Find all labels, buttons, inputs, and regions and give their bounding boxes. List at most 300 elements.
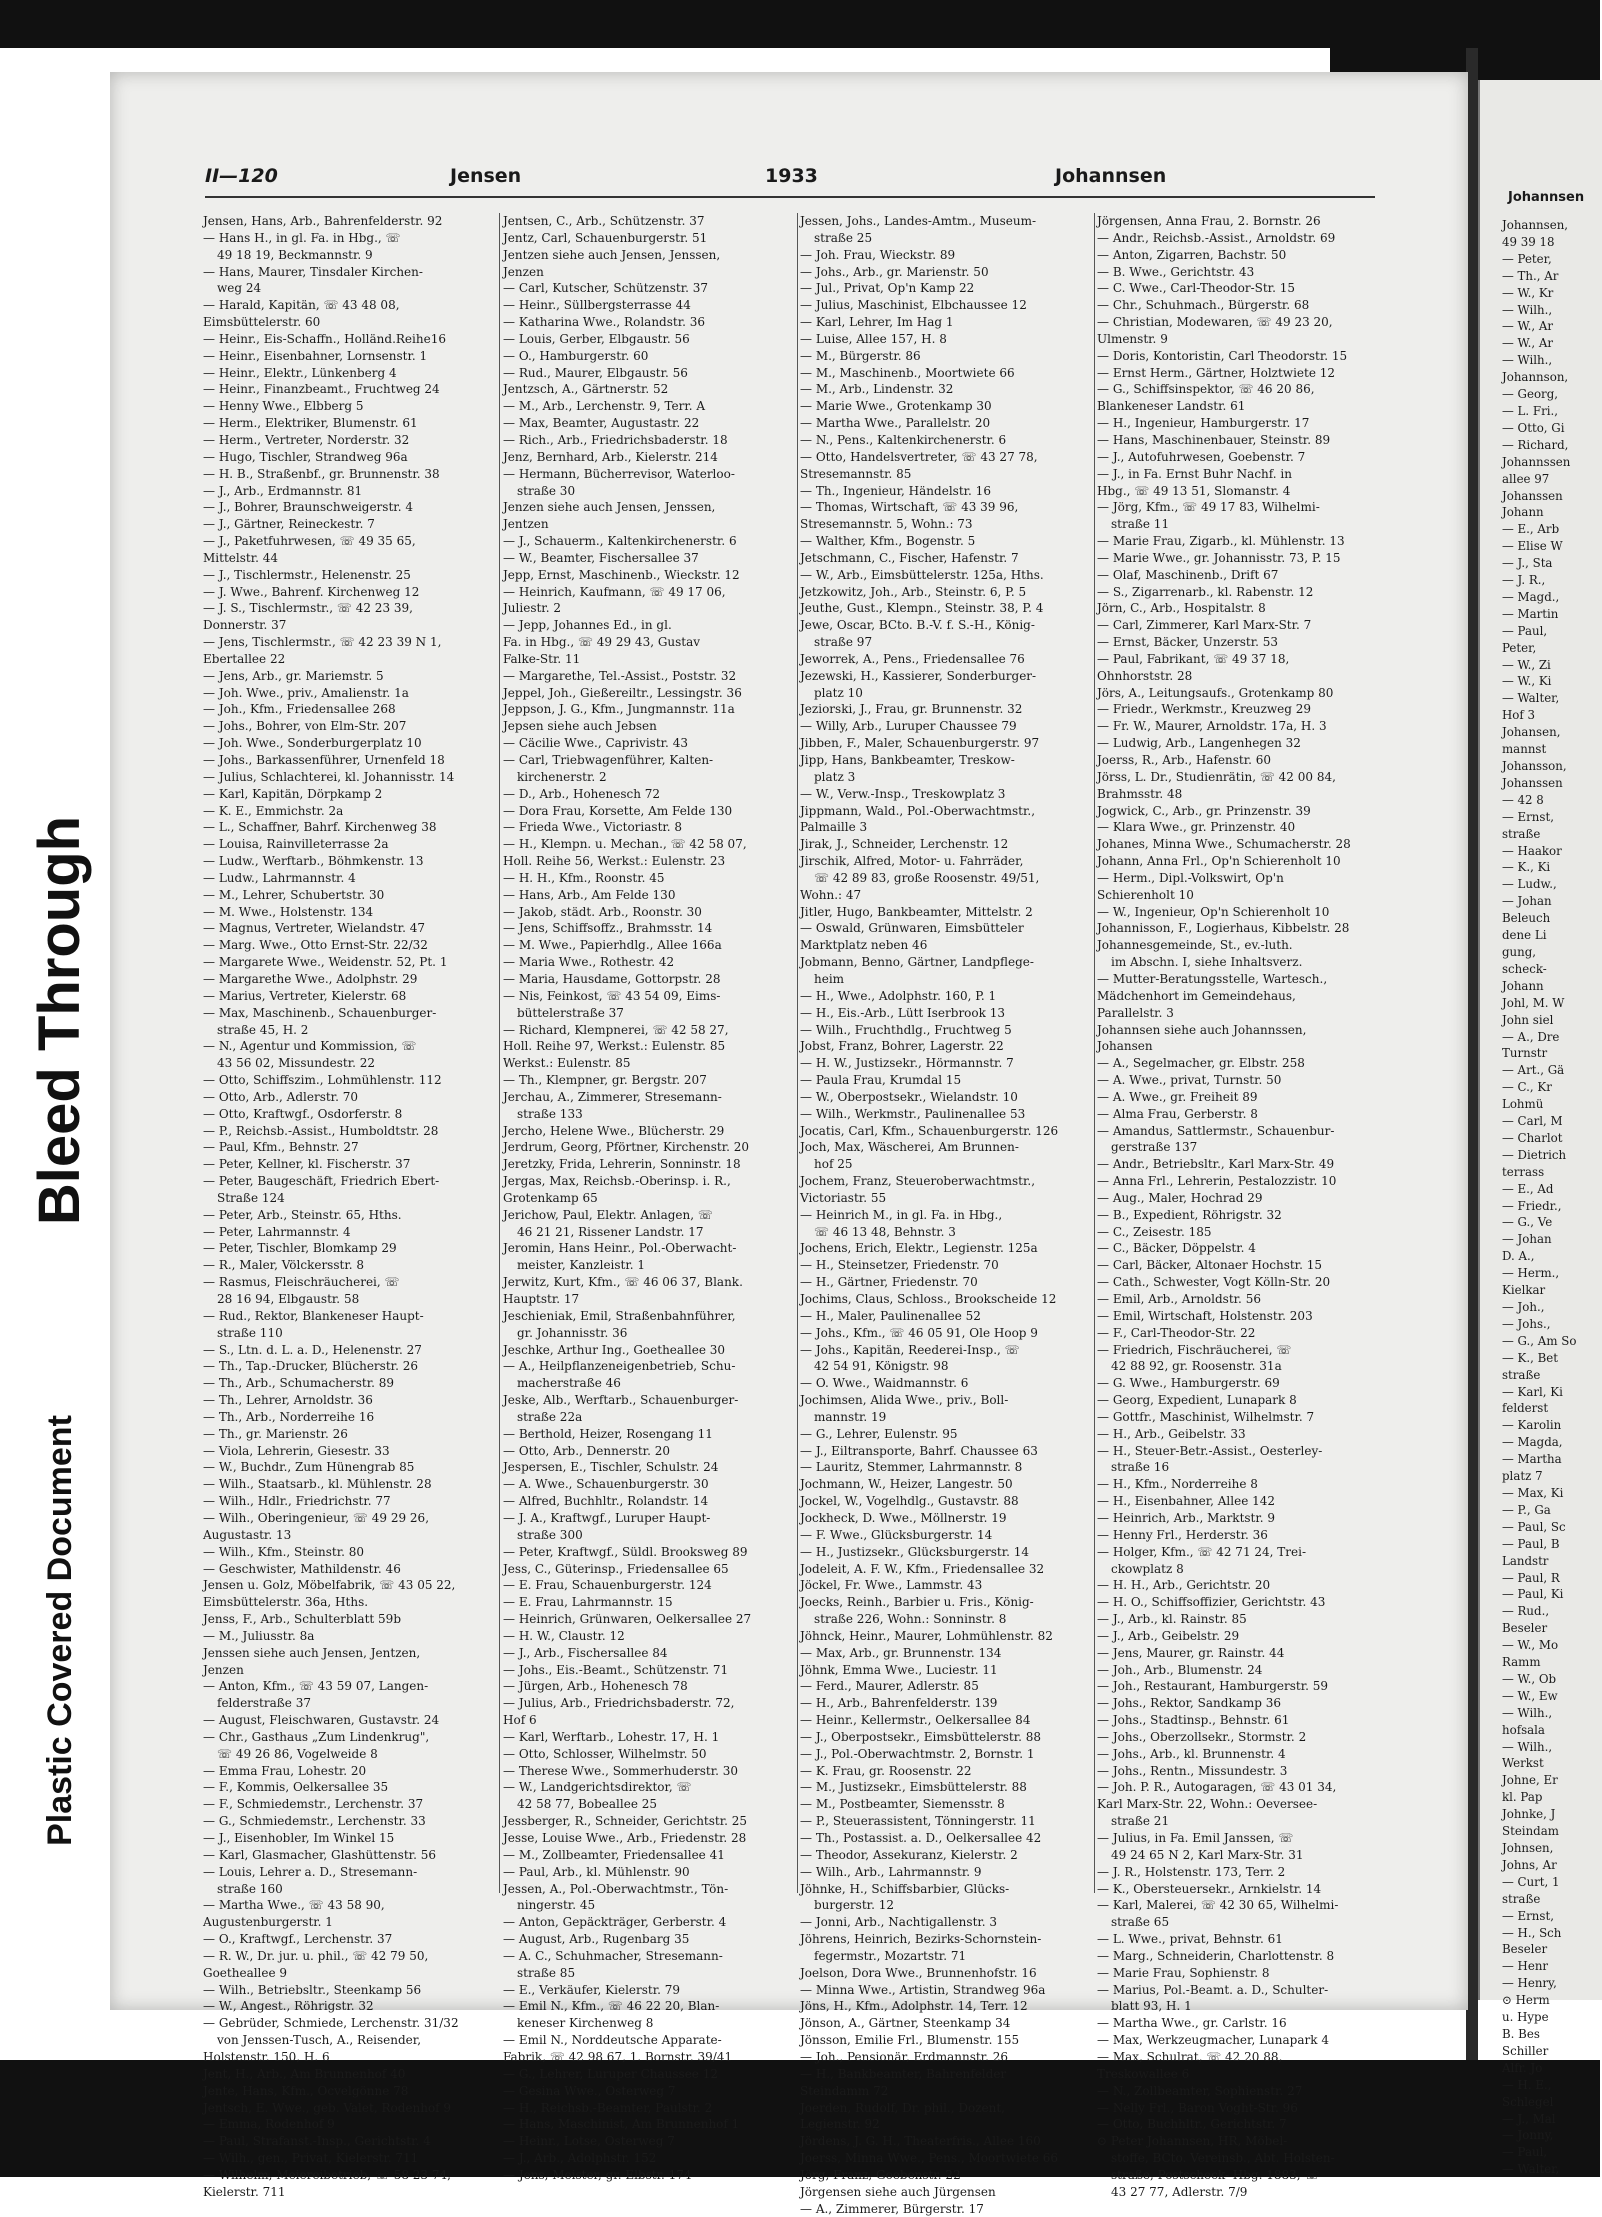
directory-entry: — Joh. Frau, Wieckstr. 89 <box>800 247 956 262</box>
directory-entry: — J., in Fa. Ernst Buhr Nachf. in <box>1097 466 1292 481</box>
adjacent-page-line: — 42 8 <box>1502 792 1544 807</box>
directory-entry: — Peter, Baugeschäft, Friedrich Ebert- <box>203 1174 440 1189</box>
directory-entry: — Johs., Barkassenführer, Urnenfeld 18 <box>203 753 445 767</box>
adjacent-page-line: — Karl, Ki <box>1502 1384 1563 1399</box>
directory-entry: — Nis, Feinkost, ☏ 43 54 09, Eims- <box>503 988 721 1003</box>
adjacent-page-line: — Wilh., <box>1502 1705 1553 1720</box>
directory-entry: Jespersen, E., Tischler, Schulstr. 24 <box>503 1460 719 1475</box>
adjacent-page-line: platz 7 <box>1502 1469 1543 1484</box>
directory-entry: — M., Maschinenb., Moortwiete 66 <box>800 365 1015 380</box>
directory-entry: Johannsen siehe auch Johannssen, <box>1097 1022 1307 1037</box>
directory-entry: — Marius, Vertreter, Kielerstr. 68 <box>203 988 407 1003</box>
directory-entry: — W., Arb., Eimsbüttelerstr. 125a, Hths. <box>800 567 1044 582</box>
directory-entry: — Paul, Arb., kl. Mühlenstr. 90 <box>503 1864 690 1879</box>
directory-entry: blatt 93, H. 1 <box>1111 1999 1192 2014</box>
directory-entry: — Harald, Kapitän, ☏ 43 48 08, <box>203 298 400 313</box>
directory-entry: felderstraße 37 <box>217 1696 311 1711</box>
adjacent-page-line: Johann <box>1502 978 1544 993</box>
adjacent-page-line: Lohmü <box>1502 1097 1544 1112</box>
adjacent-page-line: — J. R., <box>1502 573 1546 588</box>
directory-entry: — Hans, Maurer, Tinsdaler Kirchen- <box>203 264 423 279</box>
directory-entry: von Jenssen-Tusch, A., Reisender, <box>217 2033 422 2048</box>
directory-entry: Jeziorski, J., Frau, gr. Brunnenstr. 32 <box>800 702 1023 717</box>
directory-entry: — Wilh., Hdlr., Friedrichstr. 77 <box>203 1494 391 1509</box>
adjacent-page-line: gung, <box>1502 944 1537 959</box>
directory-entry: Goetheallee 9 <box>203 1965 288 1980</box>
directory-entry: straße 97 <box>814 635 873 650</box>
directory-entry: Jöhrens, Heinrich, Bezirks-Schornstein- <box>800 1932 1042 1947</box>
directory-entry: — Karl, Werftarb., Lohestr. 17, H. 1 <box>503 1729 720 1744</box>
adjacent-page-line: straße <box>1502 1367 1541 1382</box>
directory-entry: — Carl, Bäcker, Altonaer Hochstr. 15 <box>1097 1258 1322 1273</box>
adjacent-page-line: Johanssen <box>1502 775 1563 790</box>
directory-entry: — Karl, Glasmacher, Glashüttenstr. 56 <box>203 1847 436 1862</box>
adjacent-page-line: — W., Ob <box>1502 1671 1557 1686</box>
bleed-through-text: Bleed Through <box>27 815 93 1225</box>
directory-entry: straße 11 <box>1111 517 1170 532</box>
directory-entry: — P., Steuerassistent, Tönningerstr. 11 <box>800 1814 1036 1829</box>
adjacent-page-line: D. A., <box>1502 1249 1535 1264</box>
directory-entry: Holstenstr. 150, H. 6 <box>203 2049 330 2064</box>
directory-entry: straße 226, Wohn.: Sonninstr. 8 <box>814 1612 1007 1627</box>
directory-entry: Jörg, Franz, Goebenstr. 22 <box>800 2167 961 2182</box>
adjacent-page-line: Johansen, <box>1502 725 1561 740</box>
directory-entry: Jörss, L. Dr., Studienrätin, ☏ 42 00 84, <box>1097 769 1336 784</box>
directory-entry: — Jens, Meister, gr. Elbstr. 174 <box>503 2167 692 2182</box>
directory-entry: Jensen, Hans, Arb., Bahrenfelderstr. 92 <box>203 214 443 228</box>
directory-entry: — G., Schmiedemstr., Lerchenstr. 33 <box>203 1814 426 1829</box>
directory-entry: — Th., Klempner, gr. Bergstr. 207 <box>503 1073 707 1088</box>
directory-entry: fegermstr., Mozartstr. 71 <box>814 1948 967 1963</box>
directory-entry: — H., Ingenieur, Hamburgerstr. 17 <box>1097 416 1310 431</box>
directory-entry: Jeschke, Arthur Ing., Goetheallee 30 <box>503 1342 726 1357</box>
directory-entry: — Fr. W., Maurer, Arnoldstr. 17a, H. 3 <box>1097 719 1327 734</box>
directory-entry: — M. Wwe., Holstenstr. 134 <box>203 904 374 919</box>
directory-entry: ⊙ Peter Johannsen, HR, Möbel- <box>1097 2134 1288 2149</box>
directory-entry: Jöhnk, Emma Wwe., Luciestr. 11 <box>800 1662 998 1677</box>
directory-entry: Jitler, Hugo, Bankbeamter, Mittelstr. 2 <box>800 904 1033 919</box>
header-first-entry: Jensen <box>450 165 522 187</box>
directory-entry: — Wilh., Kfm., Steinstr. 80 <box>203 1544 365 1559</box>
directory-entry: — Anna Frl., Lehrerin, Pestalozzistr. 10 <box>1097 1174 1337 1189</box>
directory-entry: — Jakob, städt. Arb., Roonstr. 30 <box>503 904 702 919</box>
directory-entry: — Viola, Lehrerin, Giesestr. 33 <box>203 1443 390 1458</box>
directory-entry: Joerss, Minna Wwe., Pens., Moortwiete 66 <box>800 2151 1058 2166</box>
directory-entry: Jentz, Carl, Schauenburgerstr. 51 <box>503 230 708 245</box>
adjacent-page-line: — G., Am So <box>1502 1333 1577 1348</box>
adjacent-page-line: Johl, M. W <box>1502 995 1565 1010</box>
directory-entry: — K. Frau, gr. Roosenstr. 22 <box>800 1763 972 1778</box>
directory-entry: — Wilh., gen., Privat, Kielerstr. 711 <box>203 2151 419 2166</box>
directory-entry: — Wilh., Werkmstr., Paulinenallee 53 <box>800 1106 1026 1121</box>
directory-entry: — Mutter-Beratungsstelle, Wartesch., <box>1097 971 1328 986</box>
adjacent-page-line: — Curt, 1 <box>1502 1874 1560 1889</box>
directory-entry: — Alfred, Buchhltr., Rolandstr. 14 <box>503 1494 709 1509</box>
directory-entry: Jerwitz, Kurt, Kfm., ☏ 46 06 37, Blank. <box>503 1275 743 1290</box>
directory-entry: Joerden, Rudolf, Dr. phil., Dozent, <box>800 2100 1005 2115</box>
directory-entry: Augustastr. 13 <box>203 1527 292 1542</box>
adjacent-page-line: — K., Ki <box>1502 860 1551 875</box>
adjacent-page-line: Beseler <box>1502 1942 1548 1957</box>
directory-entry: — H. H., Kfm., Roonstr. 45 <box>503 870 665 885</box>
directory-entry: — Jens, Schiffsoffz., Brahmsstr. 14 <box>503 921 713 936</box>
directory-entry: — Heinr., Kellermstr., Oelkersallee 84 <box>800 1713 1031 1728</box>
directory-entry: Johannesgemeinde, St., ev.-luth. <box>1097 938 1293 953</box>
directory-entry: Jobst, Franz, Bohrer, Lagerstr. 22 <box>800 1039 1004 1054</box>
directory-entry: Parallelstr. 3 <box>1097 1005 1174 1020</box>
directory-entry: — E. Frau, Schauenburgerstr. 124 <box>503 1578 712 1593</box>
directory-entry: Jerchau, A., Zimmerer, Stresemann- <box>503 1089 722 1104</box>
adjacent-page-line: — Martha <box>1502 1452 1562 1467</box>
directory-entry: Jochem, Franz, Steueroberwachtmstr., <box>800 1174 1036 1189</box>
adjacent-page-line: — Elise W <box>1502 539 1563 554</box>
directory-entry: — Johs., Rentn., Missundestr. 3 <box>1097 1763 1288 1778</box>
directory-entry: — August, Fleischwaren, Gustavstr. 24 <box>203 1713 440 1728</box>
directory-entry: — Jörg, Kfm., ☏ 49 17 83, Wilhelmi- <box>1097 500 1320 515</box>
adjacent-page-line: allee 97 <box>1502 471 1550 486</box>
directory-entry: — Wilh., Staatsarb., kl. Mühlenstr. 28 <box>203 1477 432 1492</box>
adjacent-page-line: Johne, Er <box>1502 1773 1558 1788</box>
adjacent-page-heading: Johannsen <box>1508 190 1585 205</box>
directory-entry: Jerdrum, Georg, Pförtner, Kirchenstr. 20 <box>503 1140 750 1155</box>
directory-entry: Jörn, C., Arb., Hospitalstr. 8 <box>1097 601 1266 616</box>
directory-entry: Holl. Reihe 97, Werkst.: Eulenstr. 85 <box>503 1039 726 1054</box>
directory-entry: Jochmann, W., Heizer, Langestr. 50 <box>800 1477 1013 1492</box>
directory-entry: — F. Wwe., Glücksburgerstr. 14 <box>800 1527 993 1542</box>
directory-entry: — Amandus, Sattlermstr., Schauenbur- <box>1097 1123 1335 1138</box>
adjacent-page-line: mannst <box>1502 742 1547 757</box>
directory-entry: — Rasmus, Fleischräucherei, ☏ <box>203 1275 400 1290</box>
directory-entry: — N., Zollbeamter, Sophienstr. 27 <box>1097 2083 1303 2098</box>
directory-entry: Jeppel, Joh., Gießereiltr., Lessingstr. 36 <box>503 685 742 700</box>
directory-entry: — H. H., Arb., Gerichtstr. 20 <box>1097 1578 1271 1593</box>
adjacent-page-line: — E., Ad <box>1502 1181 1554 1196</box>
directory-entry: Treskowallee 6 <box>1097 2066 1190 2081</box>
adjacent-page-line: — J., Mal <box>1502 2111 1556 2126</box>
directory-entry: — Joh., Pensionär, Erdmannstr. 26 <box>800 2049 1009 2064</box>
adjacent-page-line: John siel <box>1502 1012 1554 1027</box>
directory-entry: Johanes, Minna Wwe., Schumacherstr. 28 <box>1097 837 1351 852</box>
directory-entry: — A. Wwe., Schauenburgerstr. 30 <box>503 1477 709 1492</box>
directory-entry: — H. B., Straßenbf., gr. Brunnenstr. 38 <box>203 466 440 481</box>
directory-entry: — A., Zimmerer, Bürgerstr. 17 <box>800 2201 984 2216</box>
adjacent-page-line: — Karolin <box>1502 1418 1562 1433</box>
adjacent-page-line: Johann <box>1502 505 1544 520</box>
directory-entry: — Georg, Expedient, Lunapark 8 <box>1097 1393 1297 1408</box>
directory-entry: — Luise, Allee 157, H. 8 <box>800 331 947 346</box>
directory-entry: Joch, Max, Wäscherei, Am Brunnen- <box>800 1140 1019 1155</box>
directory-entry: Jobmann, Benno, Gärtner, Landpflege- <box>800 955 1034 970</box>
adjacent-page-line: — W., Ew <box>1502 1688 1558 1703</box>
directory-entry: — Marie Frau, Zigarb., kl. Mühlenstr. 13 <box>1097 534 1345 549</box>
directory-entry: — Chr., Schuhmach., Bürgerstr. 68 <box>1097 298 1310 313</box>
directory-entry: — R., Maler, Völckersstr. 8 <box>203 1258 364 1273</box>
directory-entry: — Emil N., Norddeutsche Apparate- <box>503 2033 722 2048</box>
directory-entry: — Alma Frau, Gerberstr. 8 <box>1097 1106 1258 1121</box>
adjacent-page-line: Turnstr <box>1502 1046 1548 1061</box>
directory-entry: — R. W., Dr. jur. u. phil., ☏ 42 79 50, <box>203 1948 429 1963</box>
directory-entry: — Gebrüder, Schmiede, Lerchenstr. 31/32 <box>203 2016 459 2031</box>
directory-entry: — Emma, Rodenhof 9 <box>203 2117 335 2132</box>
directory-entry: 46 21 21, Rissener Landstr. 17 <box>517 1224 704 1239</box>
directory-entry: Stresemannstr. 5, Wohn.: 73 <box>800 517 973 532</box>
directory-entry: — Minna Wwe., Artistin, Strandweg 96a <box>800 1982 1046 1997</box>
directory-entry: Jenz, Bernhard, Arb., Kielerstr. 214 <box>503 449 718 464</box>
directory-entry: — Hans H., in gl. Fa. in Hbg., ☏ <box>203 230 401 245</box>
directory-entry: — Henny Frl., Herderstr. 36 <box>1097 1527 1268 1542</box>
directory-entry: — W., Landgerichtsdirektor, ☏ <box>503 1780 692 1795</box>
directory-entry: — F., Carl-Theodor-Str. 22 <box>1097 1325 1256 1340</box>
directory-entry: — Julius, in Fa. Emil Janssen, ☏ <box>1097 1831 1294 1845</box>
directory-entry: — Frieda Wwe., Victoriastr. 8 <box>503 820 683 835</box>
directory-entry: — Johs., Arb., kl. Brunnenstr. 4 <box>1097 1746 1286 1761</box>
directory-entry: — H., Steinsetzer, Friedenstr. 70 <box>800 1258 999 1273</box>
directory-entry: — Peter, Lahrmannstr. 4 <box>203 1224 351 1239</box>
directory-entry: — Andr., Betriebsltr., Karl Marx-Str. 49 <box>1097 1157 1335 1172</box>
directory-entry: Hauptstr. 17 <box>503 1292 580 1306</box>
directory-entry: Jockel, W., Vogelhdlg., Gustavstr. 88 <box>800 1494 1019 1509</box>
adjacent-page-line: — Charlot <box>1502 1130 1563 1145</box>
directory-entry: — Johs., Stadtinsp., Behnstr. 61 <box>1097 1713 1290 1728</box>
adjacent-page-line: Hof 3 <box>1502 708 1536 723</box>
directory-entry: — Marg. Wwe., Otto Ernst-Str. 22/32 <box>203 938 428 953</box>
adjacent-page-line: — Georg, <box>1502 387 1558 402</box>
directory-entry: — Marg., Schneiderin, Charlottenstr. 8 <box>1097 1948 1335 1963</box>
directory-entry: hof 25 <box>814 1157 853 1172</box>
directory-entry: — Therese Wwe., Sommerhuderstr. 30 <box>503 1763 739 1778</box>
directory-entry: — Chr., Gasthaus „Zum Lindenkrug", <box>203 1729 430 1744</box>
directory-entry: Eimsbüttelerstr. 36a, Hths. <box>203 1595 369 1610</box>
directory-entry: straße 300 <box>517 1527 583 1542</box>
adjacent-page-line: u. Hype <box>1502 2010 1549 2025</box>
directory-entry: — J., Arb., kl. Rainstr. 85 <box>1097 1612 1247 1627</box>
directory-entry: — Margarethe Wwe., Adolphstr. 29 <box>203 971 418 986</box>
adjacent-page-line: Peter, <box>1502 640 1537 655</box>
directory-entry: Jöckel, Fr. Wwe., Lammstr. 43 <box>800 1578 983 1593</box>
directory-entry: — Th., Arb., Norderreihe 16 <box>203 1409 375 1424</box>
directory-entry: — Herm., Vertreter, Norderstr. 32 <box>203 432 410 447</box>
page-header <box>205 165 1380 195</box>
adjacent-page-line: — Henr <box>1502 1959 1549 1974</box>
directory-entry: — H., Kfm., Norderreihe 8 <box>1097 1477 1258 1492</box>
directory-entry: — Anton, Kfm., ☏ 43 59 07, Langen- <box>203 1679 429 1694</box>
directory-entry: — Heinrich, Grünwaren, Oelkersallee 27 <box>503 1612 752 1627</box>
adjacent-page-line: dene Li <box>1502 928 1547 943</box>
directory-entry: — G., Lehrer, Luruper Chaussee 12 <box>503 2066 718 2081</box>
directory-entry: — Th., Postassist. a. D., Oelkersallee 42 <box>800 1831 1042 1845</box>
directory-entry: — M., Bürgerstr. 86 <box>800 348 921 363</box>
directory-entry: burgerstr. 12 <box>814 1898 894 1913</box>
directory-entry: — M., Zollbeamter, Friedensallee 41 <box>503 1847 725 1862</box>
directory-entry: Jensen u. Golz, Möbelfabrik, ☏ 43 05 22, <box>203 1578 456 1593</box>
directory-entry: — Maria Wwe., Rothestr. 42 <box>503 955 675 970</box>
directory-entry: — Hans, Arb., Am Felde 130 <box>503 887 676 902</box>
directory-entry: — Gesina Wwe., Osterweg 7 <box>503 2083 676 2098</box>
directory-entry: straße 21 <box>1111 1814 1170 1829</box>
directory-entry: — Rich., Arb., Friedrichsbaderstr. 18 <box>503 432 728 447</box>
directory-entry: — Jens, Tischlermstr., ☏ 42 23 39 N 1, <box>203 635 442 650</box>
directory-column-1 <box>203 213 496 2199</box>
directory-entry: Ulmenstr. 9 <box>1097 331 1168 346</box>
directory-entry: — Herm., Dipl.-Volkswirt, Op'n <box>1097 870 1284 885</box>
directory-entry: — Otto, Kraftwgf., Osdorferstr. 8 <box>203 1106 403 1121</box>
adjacent-page-line: — Paul, <box>1502 623 1548 638</box>
directory-entry: Jentzen siehe auch Jensen, Jenssen, <box>503 247 721 262</box>
directory-entry: — Max, Beamter, Augustastr. 22 <box>503 416 700 431</box>
directory-entry: — Joh. Wwe., Sonderburgerplatz 10 <box>203 736 422 751</box>
directory-entry: Jezewski, H., Kassierer, Sonderburger- <box>800 668 1037 683</box>
adjacent-page-line: Beleuch <box>1502 911 1551 926</box>
directory-entry: — M., Arb., Lerchenstr. 9, Terr. A <box>503 399 706 414</box>
adjacent-page-line: — Henry, <box>1502 1976 1557 1991</box>
directory-entry: — H., Wwe., Adolphstr. 160, P. 1 <box>800 988 997 1003</box>
directory-entry: — Andr., Reichsb.-Assist., Arnoldstr. 69 <box>1097 230 1336 245</box>
adjacent-page-line: — W., Ar <box>1502 336 1554 351</box>
adjacent-page-line: — Richard, <box>1502 437 1569 452</box>
directory-entry: — Jonni, Arb., Nachtigallenstr. 3 <box>800 1915 998 1930</box>
directory-entry: Falke-Str. 11 <box>503 651 581 666</box>
adjacent-page-line: Steindam <box>1502 1824 1559 1839</box>
header-year: 1933 <box>765 165 818 187</box>
directory-entry: 42 58 77, Bobeallee 25 <box>517 1797 658 1812</box>
adjacent-page-line: — W., Zi <box>1502 657 1551 672</box>
directory-entry: — H. W., Claustr. 12 <box>503 1628 625 1643</box>
column-divider <box>499 213 500 1893</box>
directory-entry: — Th., Lehrer, Arnoldstr. 36 <box>203 1393 373 1408</box>
directory-entry: 43 56 02, Missundestr. 22 <box>217 1056 376 1071</box>
directory-entry: Jeretzky, Frida, Lehrerin, Sonninstr. 18 <box>503 1157 741 1172</box>
adjacent-page-line: — Th., Ar <box>1502 268 1559 283</box>
directory-entry: Jibben, F., Maler, Schauenburgerstr. 97 <box>800 736 1040 751</box>
adjacent-page-line: — K., Bet <box>1502 1350 1559 1365</box>
directory-entry: — Wilh., Betriebsltr., Steenkamp 56 <box>203 1982 422 1997</box>
directory-entry: Ohnhorststr. 28 <box>1097 668 1193 683</box>
directory-entry: — Cath., Schwester, Vogt Kölln-Str. 20 <box>1097 1275 1331 1290</box>
directory-entry: 42 54 91, Königstr. 98 <box>814 1359 949 1374</box>
adjacent-page-line: — H. E., <box>1502 2077 1552 2092</box>
adjacent-page-line: straße <box>1502 1891 1541 1906</box>
directory-entry: Donnerstr. 37 <box>203 618 287 633</box>
directory-entry: — W., Ingenieur, Op'n Schierenholt 10 <box>1097 904 1330 919</box>
directory-entry: Jessen, Johs., Landes-Amtm., Museum- <box>800 214 1037 228</box>
adjacent-page-line: — W., Kr <box>1502 285 1554 300</box>
directory-entry: Mädchenhort im Gemeindehaus, <box>1097 988 1296 1003</box>
directory-column-2 <box>503 213 794 2182</box>
directory-entry: Jepp, Ernst, Maschinenb., Wieckstr. 12 <box>503 567 740 582</box>
directory-entry: straße 22a <box>517 1409 583 1424</box>
directory-entry: platz 3 <box>814 769 856 784</box>
directory-entry: — Maria, Hausdame, Gottorpstr. 28 <box>503 971 721 986</box>
directory-entry: Jentsch, E. Wwe., geb. Valet, Rodenhof 9 <box>203 2100 452 2115</box>
directory-entry: straße 45, H. 2 <box>217 1022 309 1037</box>
directory-entry: — W., Oberpostsekr., Wielandstr. 10 <box>800 1089 1018 1104</box>
directory-entry: — Emil N., Kfm., ☏ 46 22 20, Blan- <box>503 1999 720 2014</box>
directory-entry: straße, Postscheck- Hbg. 1883, ☏ <box>1111 2167 1320 2182</box>
directory-entry: Mittelstr. 44 <box>203 550 279 565</box>
directory-entry: — M., Arb., Lindenstr. 32 <box>800 382 954 397</box>
directory-entry: ningerstr. 45 <box>517 1898 596 1913</box>
directory-entry: — Julius, Maschinist, Elbchaussee 12 <box>800 298 1027 313</box>
directory-entry: Jöhnck, Heinr., Maurer, Lohmühlenstr. 82 <box>800 1628 1053 1643</box>
directory-entry: Karl Marx-Str. 22, Wohn.: Oeverseе- <box>1097 1797 1318 1812</box>
directory-entry: Marktplatz neben 46 <box>800 938 928 953</box>
directory-entry: — Louis, Gerber, Elbgaustr. 56 <box>503 331 690 346</box>
directory-entry: macherstraße 46 <box>517 1376 621 1391</box>
adjacent-page-line: — L. Fri., <box>1502 403 1558 418</box>
directory-entry: — Paula Frau, Krumdal 15 <box>800 1073 962 1088</box>
directory-entry: 49 24 65 N 2, Karl Marx-Str. 31 <box>1111 1847 1304 1862</box>
directory-entry: — E., Verkäufer, Kielerstr. 79 <box>503 1982 681 1997</box>
directory-entry: im Abschn. I, siehe Inhaltsverz. <box>1111 955 1303 970</box>
adjacent-page-line: Kielkar <box>1502 1283 1546 1298</box>
directory-entry: Jirschik, Alfred, Motor- u. Fahrräder, <box>800 854 1024 869</box>
directory-entry: — Geschwister, Mathildenstr. 46 <box>203 1561 401 1576</box>
directory-entry: Holl. Reihe 56, Werkst.: Eulenstr. 23 <box>503 854 726 869</box>
adjacent-page-line: hofsala <box>1502 1722 1545 1737</box>
adjacent-page-line: — Peter, <box>1502 251 1552 266</box>
directory-entry: Jente, Hans, Kfm., Ocvelgönne 78 <box>203 2083 409 2098</box>
directory-entry: Joelson, Dora Wwe., Brunnenhofstr. 16 <box>800 1965 1037 1980</box>
directory-entry: Jercho, Helene Wwe., Blücherstr. 29 <box>503 1123 725 1138</box>
directory-entry: — B., Expedient, Röhrigstr. 32 <box>1097 1207 1282 1222</box>
directory-entry: Jepsen siehe auch Jebsen <box>503 719 657 734</box>
directory-entry: — Anton, Zigarren, Bachstr. 50 <box>1097 247 1287 262</box>
directory-entry: — Johs., Kfm., ☏ 46 05 91, Ole Hoop 9 <box>800 1325 1038 1340</box>
directory-entry: Stresemannstr. 85 <box>800 466 912 481</box>
directory-entry: — D., Arb., Hohenesch 72 <box>503 786 661 801</box>
directory-entry: — H., Arb., Bahrenfelderstr. 139 <box>800 1696 998 1711</box>
directory-entry: — A., Segelmacher, gr. Elbstr. 258 <box>1097 1056 1305 1071</box>
directory-entry: Jeworrek, A., Pens., Friedensallee 76 <box>800 651 1025 666</box>
directory-entry: — Otto, Schlosser, Wilhelmstr. 50 <box>503 1746 707 1761</box>
directory-entry: — Max, Schulrat, ☏ 42 20 88, <box>1097 2049 1283 2064</box>
directory-entry: — J., Oberpostsekr., Eimsbüttelerstr. 88 <box>800 1729 1042 1744</box>
directory-entry: — C. Wwe., Carl-Theodor-Str. 15 <box>1097 281 1295 296</box>
directory-entry: Johannisson, F., Logierhaus, Kibbelstr. 28 <box>1097 921 1350 936</box>
directory-entry: Jippmann, Wald., Pol.-Oberwachtmstr., <box>800 803 1036 818</box>
directory-entry: — S., Ltn. d. L. a. D., Helenenstr. 27 <box>203 1342 422 1357</box>
directory-entry: Hof 6 <box>503 1713 537 1728</box>
directory-entry: Juliestr. 2 <box>503 601 561 616</box>
directory-entry: — Wilh., Arb., Lahrmannstr. 9 <box>800 1864 982 1879</box>
directory-entry: — H., Maler, Paulinenallee 52 <box>800 1308 981 1323</box>
directory-entry: straße 65 <box>1111 1915 1170 1930</box>
adjacent-page-line: kl. Pap <box>1502 1790 1543 1805</box>
directory-entry: — Jepp, Johannes Ed., in gl. <box>503 618 672 633</box>
directory-entry: — H., Reichsb.-Beamter, Paulstr. 2 <box>503 2100 713 2115</box>
directory-entry: — Johs., Oberzollsekr., Stormstr. 2 <box>1097 1729 1307 1744</box>
top-black-bar <box>0 0 1600 48</box>
directory-entry: Joecks, Reinh., Barbier u. Fris., König- <box>800 1595 1034 1610</box>
adjacent-page-line: Werkst <box>1502 1756 1544 1771</box>
directory-entry: Jetschmann, C., Fischer, Hafenstr. 7 <box>800 550 1019 565</box>
directory-entry: — Nelly Frl., Baron Voght-Str. 96 <box>1097 2100 1298 2115</box>
adjacent-page-line: — Paul, Sc <box>1502 1519 1566 1534</box>
directory-entry: — Julius, Arb., Friedrichsbaderstr. 72, <box>503 1696 735 1711</box>
directory-entry: — Jul., Privat, Op'n Kamp 22 <box>800 281 975 296</box>
directory-entry: — O., Hamburgerstr. 60 <box>503 348 649 363</box>
adjacent-page-line: — Johan <box>1502 894 1552 909</box>
directory-entry: 43 27 77, Adlerstr. 7/9 <box>1111 2184 1248 2199</box>
directory-entry: — Ludw., Werftarb., Böhmkenstr. 13 <box>203 854 424 869</box>
directory-entry: — Martha Wwe., gr. Carlstr. 16 <box>1097 2016 1287 2031</box>
directory-entry: kirchenerstr. 2 <box>517 769 607 784</box>
directory-entry: — Carl, Kutscher, Schützenstr. 37 <box>503 281 709 296</box>
directory-entry: Blankeneser Landstr. 61 <box>1097 399 1246 414</box>
directory-entry: — H. W., Justizsekr., Hörmannstr. 7 <box>800 1056 1014 1071</box>
directory-entry: Steindamm 72 <box>800 2083 889 2098</box>
directory-entry: — Jens, Maurer, gr. Rainstr. 44 <box>1097 1645 1285 1660</box>
